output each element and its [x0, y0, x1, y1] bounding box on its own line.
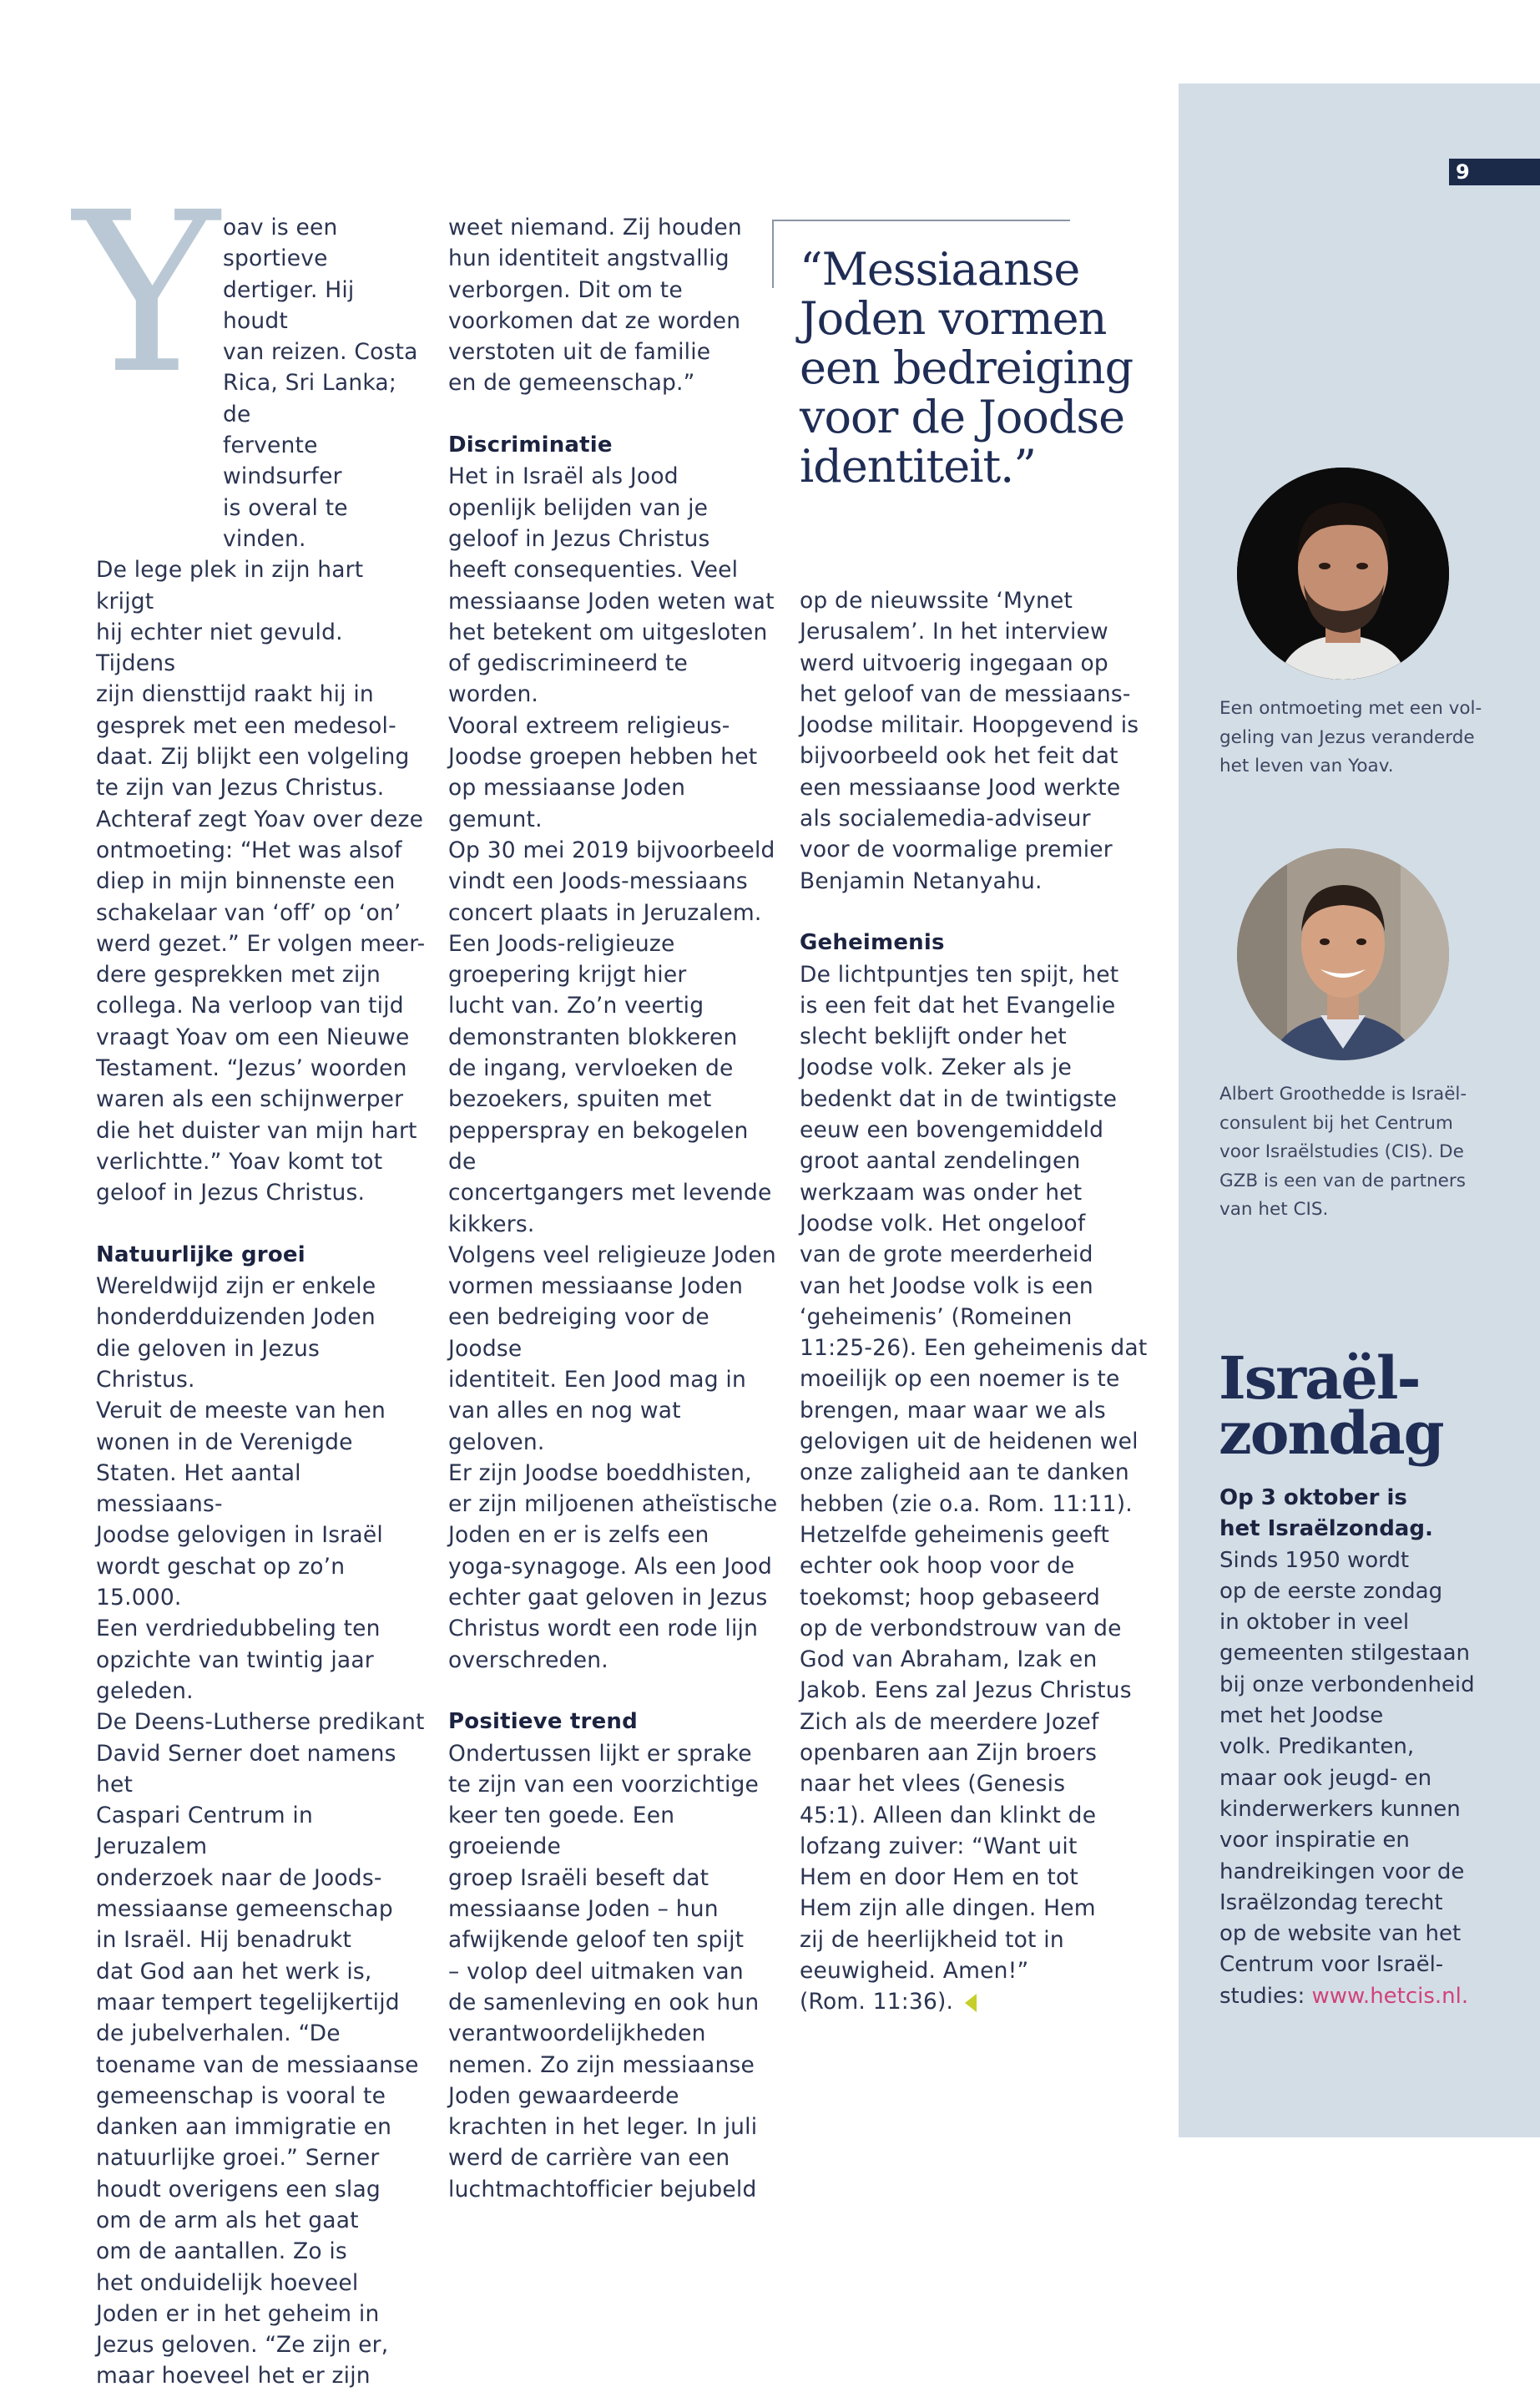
quote-rule-vertical	[772, 220, 774, 288]
sidebar-line: op de eerste zondag	[1219, 1578, 1443, 1604]
text-line: bedenkt dat in de twintigste	[800, 1085, 1118, 1112]
text-line: onze zaligheid aan te danken	[800, 1459, 1129, 1486]
text-line: lucht van. Zo’n veertig	[448, 993, 704, 1019]
sidebar-line: op de website van het	[1219, 1921, 1462, 1947]
text-line: eeuwigheid. Amen!”	[800, 1958, 1029, 1985]
text-line: verborgen. Dit om te	[448, 276, 683, 303]
text-line: geloof in Jezus Christus	[448, 525, 710, 552]
text-line: die het duister van mijn hart	[96, 1117, 417, 1144]
text-line: verstoten uit de familie	[448, 339, 711, 366]
caption-line: geling van Jezus veranderde	[1219, 726, 1475, 748]
caption-line: GZB is een van de partners	[1219, 1170, 1466, 1191]
text-line: gesprek met een medesol-	[96, 712, 396, 739]
text-line: Joden er in het geheim in	[96, 2300, 380, 2327]
text-line: Joden en er is zelfs een	[448, 1522, 709, 1549]
text-line: pepperspray en bekogelen de	[448, 1117, 749, 1175]
text-line: toekomst; hoop gebaseerd	[800, 1584, 1101, 1611]
caption-line: Een ontmoeting met een vol-	[1219, 698, 1482, 719]
text-line: fervente windsurfer	[223, 432, 342, 490]
text-line: voor de voormalige premier	[800, 837, 1113, 863]
column-3	[800, 585, 1150, 2018]
text-line: openlijk belijden van je	[448, 494, 709, 521]
text-line: danken aan immigratie en	[96, 2114, 392, 2141]
sidebar-line: handreikingen voor de	[1219, 1858, 1465, 1884]
sidebar-lead-line: Op 3 oktober is	[1219, 1485, 1407, 1510]
text-line: lofzang zuiver: “Want uit	[800, 1833, 1078, 1859]
text-line: daat. Zij blijkt een volgeling	[96, 744, 410, 771]
text-line: van de grote meerderheid	[800, 1242, 1093, 1268]
text-line: moeilijk op een noemer is te	[800, 1366, 1120, 1393]
text-line: houdt overigens een slag	[96, 2176, 381, 2202]
text-line: dat God aan het werk is,	[96, 1958, 372, 1985]
text-line: De lege plek in zijn hart krijgt	[96, 557, 364, 614]
text-line: natuurlijke groei.” Serner	[96, 2145, 380, 2172]
page-number: 9	[1449, 159, 1540, 185]
text-line: om de aantallen. Zo is	[96, 2238, 347, 2265]
text-line: van het Joodse volk is een	[800, 1272, 1093, 1299]
text-line	[800, 1986, 1150, 2017]
sidebar-line: voor inspiratie en	[1219, 1828, 1410, 1853]
intro-indented	[96, 212, 426, 554]
text-line: groot aantal zendelingen	[800, 1148, 1081, 1175]
text-line: luchtmachtofficier bejubeld	[448, 2176, 757, 2202]
section-heading: Discriminatie	[448, 432, 613, 458]
text-line: bijvoorbeeld ook het feit dat	[800, 743, 1118, 770]
text-line: waren als een schijnwerper	[96, 1086, 404, 1113]
text-line: demonstranten blokkeren	[448, 1024, 738, 1050]
section-heading: Positieve trend	[448, 1709, 638, 1735]
text-line: op de nieuwssite ‘Mynet	[800, 588, 1073, 614]
text-line: David Serner doet namens het	[96, 1740, 396, 1798]
text-line: om de arm als het gaat	[96, 2207, 359, 2233]
text-line: yoga-synagoge. Als een Jood	[448, 1553, 773, 1580]
text-line: zijn diensttijd raakt hij in	[96, 681, 374, 708]
text-line: messiaanse Joden weten wat	[448, 588, 775, 614]
column-2	[448, 212, 782, 2205]
text-line: op de verbondstrouw van de	[800, 1615, 1122, 1641]
text-line: Op 30 mei 2019 bijvoorbeeld	[448, 837, 775, 863]
text-line: hebben (zie o.a. Rom. 11:11).	[800, 1490, 1133, 1517]
text-line: in Israël. Hij benadrukt	[96, 1927, 352, 1954]
text-line: de samenleving en ook hun	[448, 1989, 760, 2015]
caption-line: van het CIS.	[1219, 1199, 1329, 1220]
text-line: Benjamin Netanyahu.	[800, 867, 1043, 894]
text-line: Zich als de meerdere Jozef	[800, 1708, 1099, 1735]
text-line: Jerusalem’. In het interview	[800, 619, 1108, 645]
text-line: schakelaar van ‘off’ op ‘on’	[96, 899, 401, 926]
text-line: zij de heerlijkheid tot in	[800, 1926, 1064, 1953]
sidebar-line	[1219, 1981, 1503, 2012]
text-line: werkzaam was onder het	[800, 1179, 1083, 1206]
text-line: krachten in het leger. In juli	[448, 2114, 758, 2141]
text-line: nemen. Zo zijn messiaanse	[448, 2051, 755, 2078]
text-line: Caspari Centrum in Jeruzalem	[96, 1803, 313, 1860]
text-line: verlichtte.” Yoav komt tot	[96, 1148, 383, 1175]
text-line: maar tempert tegelijkertijd	[96, 1989, 400, 2015]
text-line: voorkomen dat ze worden	[448, 307, 741, 334]
text-line: vindt een Joods-messiaans	[448, 868, 748, 895]
text-line: onderzoek naar de Joods-	[96, 1864, 382, 1891]
text-line: Joodse volk. Zeker als je	[800, 1054, 1073, 1081]
text-line: Staten. Het aantal messiaans-	[96, 1459, 301, 1518]
sidebar-line: bij onze verbondenheid	[1219, 1671, 1475, 1697]
column-1	[96, 212, 426, 2392]
text-line: werd gezet.” Er volgen meer-	[96, 930, 426, 957]
text-line: hun identiteit angstvallig	[448, 245, 730, 272]
text-line: brengen, maar waar we als	[800, 1397, 1106, 1424]
text-line: echter ook hoop voor de	[800, 1553, 1075, 1580]
text-line: De Deens-Lutherse predikant	[96, 1709, 425, 1736]
section-heading: Natuurlijke groei	[96, 1242, 305, 1267]
end-of-article-icon	[965, 1994, 977, 2012]
sidebar-title-line: Israël-	[1219, 1343, 1420, 1413]
text-line: Joodse volk. Het ongeloof	[800, 1210, 1086, 1236]
caption-line: Albert Groothedde is Israël-	[1219, 1084, 1467, 1105]
text-line: Rica, Sri Lanka; de	[223, 370, 396, 427]
text-line: op messiaanse Joden gemunt.	[448, 775, 686, 832]
text-line: Joodse groepen hebben het	[448, 744, 758, 771]
text-line: Het in Israël als Jood	[448, 463, 679, 490]
sidebar-line: in oktober in veel	[1219, 1610, 1410, 1636]
text-line: groepering krijgt hier	[448, 962, 687, 989]
text-line: Er zijn Joodse boeddhisten,	[448, 1459, 752, 1486]
sidebar-title	[1219, 1343, 1443, 1468]
text-line: kikkers.	[448, 1211, 535, 1237]
text-line: slecht beklijft onder het	[800, 1024, 1067, 1050]
text-line: Ondertussen lijkt er sprake	[448, 1740, 752, 1767]
text-line: God van Abraham, Izak en	[800, 1646, 1098, 1673]
text-line: en de gemeenschap.”	[448, 370, 695, 397]
text-line: is een feit dat het Evangelie	[800, 992, 1116, 1019]
text-line: heeft consequenties. Veel	[448, 557, 739, 584]
sidebar-lead-line: het Israëlzondag.	[1219, 1516, 1433, 1542]
text-line: groep Israëli beseft dat	[448, 1864, 709, 1891]
text-line: de ingang, vervloeken de	[448, 1055, 734, 1082]
text-line: 45:1). Alleen dan klinkt de	[800, 1802, 1097, 1828]
text-line: Een verdriedubbeling ten	[96, 1616, 381, 1642]
text-line: wonen in de Verenigde	[96, 1429, 353, 1455]
text-line: Testament. “Jezus’ woorden	[96, 1055, 407, 1082]
text-line: Joodse gelovigen in Israël	[96, 1522, 383, 1549]
sidebar-text	[1219, 1483, 1503, 2012]
text-line: keer ten goede. Een groeiende	[448, 1803, 675, 1860]
sidebar-line: gemeenten stilgestaan	[1219, 1641, 1471, 1666]
section-heading: Geheimenis	[800, 930, 945, 956]
text-line: Joden gewaardeerde	[448, 2082, 679, 2109]
text-line: geleden.	[96, 1677, 194, 1704]
text-line: Christus wordt een rode lijn	[448, 1616, 759, 1642]
website-link[interactable]: www.hetcis.nl.	[1311, 1983, 1469, 2009]
sidebar-line: Israëlzondag terecht	[1219, 1889, 1443, 1915]
text-line: De lichtpuntjes ten spijt, het	[800, 961, 1119, 988]
portrait-yoav-illustration	[1237, 468, 1449, 680]
caption-line: voor Israëlstudies (CIS). De	[1219, 1141, 1464, 1162]
caption-line: het leven van Yoav.	[1219, 756, 1394, 776]
text-line: wordt geschat op zo’n 15.000.	[96, 1553, 346, 1611]
text-line: het onduidelijk hoeveel	[96, 2269, 359, 2296]
text-line: Hem en door Hem en tot	[800, 1864, 1078, 1891]
text-line: gelovigen uit de heidenen wel	[800, 1429, 1139, 1455]
text-line: overschreden.	[448, 1646, 608, 1673]
text-line: messiaanse Joden – hun	[448, 1896, 719, 1923]
text-line: als socialemedia-adviseur	[800, 806, 1091, 832]
sidebar-line: volk. Predikanten,	[1219, 1734, 1415, 1760]
text-line: of gediscrimineerd te worden.	[448, 650, 689, 708]
text-line: werd de carrière van een	[448, 2145, 730, 2172]
text-line: Hetzelfde geheimenis geeft	[800, 1521, 1110, 1548]
text-line: dere gesprekken met zijn	[96, 962, 381, 989]
text-line: opzichte van twintig jaar	[96, 1646, 374, 1673]
text-line: echter gaat geloven in Jezus	[448, 1585, 768, 1611]
text-line: er zijn miljoenen atheïstische	[448, 1491, 778, 1518]
text-line: messiaanse gemeenschap	[96, 1896, 393, 1923]
sidebar-line: met het Joodse	[1219, 1703, 1384, 1729]
text-line: concert plaats in Jeruzalem.	[448, 899, 762, 926]
text-line: oav is een sportieve	[223, 215, 338, 272]
sidebar-title-line: zondag	[1219, 1398, 1443, 1468]
text-line: Jezus geloven. “Ze zijn er,	[96, 2332, 389, 2359]
text-line: hij echter niet gevuld. Tijdens	[96, 619, 343, 677]
text-line: identiteit. Een Jood mag in	[448, 1366, 746, 1393]
text-line: een bedreiging voor de Joodse	[448, 1304, 709, 1362]
text-line: ‘geheimenis’ (Romeinen	[800, 1303, 1073, 1330]
text-line: Een Joods-religieuze	[448, 930, 675, 957]
text-line: een messiaanse Jood werkte	[800, 774, 1121, 801]
text-line: Jakob. Eens zal Jezus Christus	[800, 1677, 1132, 1704]
sidebar-line: Centrum voor Israël-	[1219, 1952, 1444, 1978]
text-line: het geloof van de messiaans-	[800, 680, 1131, 707]
quote-rule-horizontal	[772, 220, 1070, 221]
text-line: gemeenschap is vooral te	[96, 2082, 386, 2109]
text-line: honderdduizenden Joden	[96, 1304, 376, 1331]
text-line: – volop deel uitmaken van	[448, 1958, 744, 1985]
portrait-albert-illustration	[1237, 848, 1449, 1060]
text-line: naar het vlees (Genesis	[800, 1771, 1066, 1798]
text-line: Hem zijn alle dingen. Hem	[800, 1895, 1096, 1922]
text-line: Vooral extreem religieus-	[448, 712, 730, 739]
caption-albert	[1219, 1080, 1495, 1225]
text-line: diep in mijn binnenste een	[96, 868, 396, 895]
text-line: weet niemand. Zij houden	[448, 215, 742, 240]
text-line: concertgangers met levende	[448, 1180, 772, 1206]
text-line: maar hoeveel het er zijn	[96, 2363, 371, 2389]
portrait-yoav	[1237, 468, 1449, 680]
text-line: het betekent om uitgesloten	[448, 619, 768, 645]
text-line: vraagt Yoav om een Nieuwe	[96, 1024, 410, 1050]
text-line: werd uitvoerig ingegaan op	[800, 650, 1108, 676]
sidebar-line: maar ook jeugd- en	[1219, 1765, 1432, 1791]
pull-quote: “Messiaanse Joden vormen een bedreiging voor de Joodse identiteit.”	[800, 243, 1134, 493]
caption-yoav	[1219, 695, 1495, 781]
text-line: geloof in Jezus Christus.	[96, 1180, 366, 1206]
text-line: Volgens veel religieuze Joden	[448, 1242, 776, 1268]
text-line: Achteraf zegt Yoav over deze	[96, 806, 424, 832]
text-line: te zijn van een voorzichtige	[448, 1771, 760, 1798]
drop-cap: Y	[73, 165, 220, 422]
text-line: toename van de messiaanse	[96, 2051, 419, 2078]
text-line: te zijn van Jezus Christus.	[96, 775, 385, 802]
sidebar-line: kinderwerkers kunnen	[1219, 1796, 1461, 1822]
text-line: collega. Na verloop van tijd	[96, 993, 404, 1019]
text-line: van reizen. Costa	[223, 339, 418, 366]
sidebar-line: Sinds 1950 wordt	[1219, 1547, 1410, 1573]
text-line: afwijkende geloof ten spijt	[448, 1927, 745, 1954]
text-line: 11:25-26). Een geheimenis dat	[800, 1335, 1148, 1362]
caption-line: consulent bij het Centrum	[1219, 1112, 1453, 1134]
sidebar-last-prefix: studies:	[1219, 1983, 1312, 2009]
text-line: die geloven in Jezus Christus.	[96, 1335, 321, 1393]
portrait-albert	[1237, 848, 1449, 1060]
text-line: bezoekers, spuiten met	[448, 1086, 712, 1113]
text-line: eeuw een bovengemiddeld	[800, 1117, 1104, 1144]
text-line: is overal te vinden.	[223, 494, 348, 552]
text-line: Wereldwijd zijn er enkele	[96, 1273, 376, 1300]
last-line-text: (Rom. 11:36).	[800, 1989, 954, 2015]
text-line: ontmoeting: “Het was alsof	[96, 837, 402, 863]
text-line: Veruit de meeste van hen	[96, 1398, 386, 1424]
text-line: de jubelverhalen. “De	[96, 2020, 341, 2047]
text-line: van alles en nog wat geloven.	[448, 1398, 681, 1455]
text-line: openbaren aan Zijn broers	[800, 1739, 1098, 1766]
text-line: vormen messiaanse Joden	[448, 1273, 744, 1300]
text-line: dertiger. Hij houdt	[223, 276, 355, 334]
text-line: verantwoordelijkheden	[448, 2020, 706, 2047]
text-line: Joodse militair. Hoopgevend is	[800, 712, 1139, 739]
